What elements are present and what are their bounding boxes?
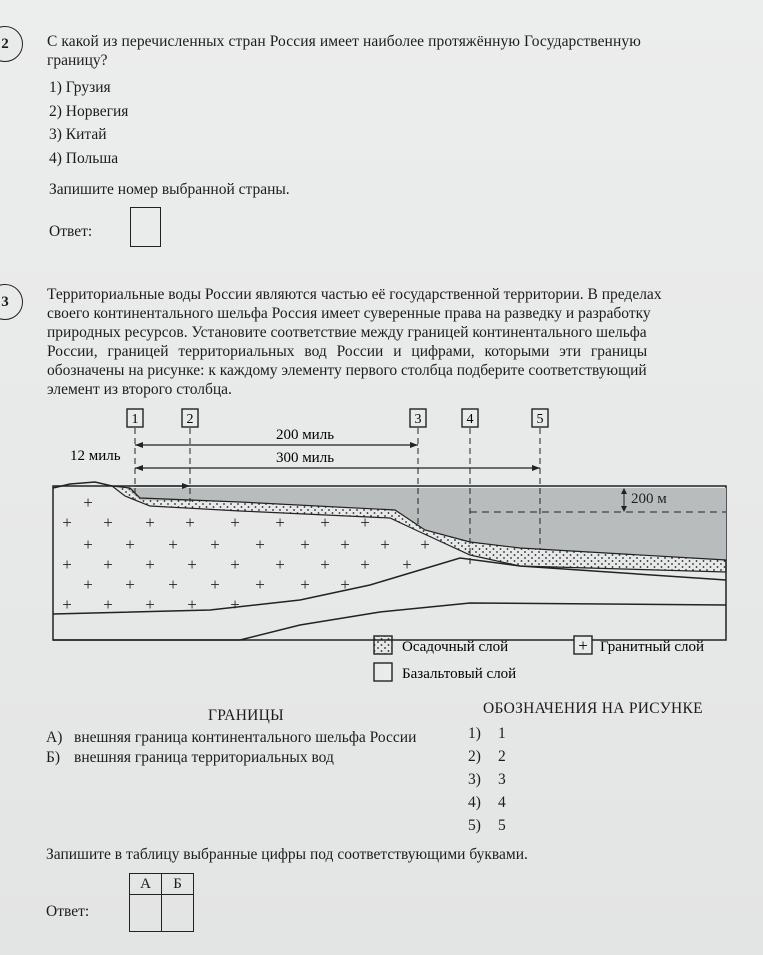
svg-text:+: +	[185, 513, 195, 532]
svg-text:+: +	[125, 535, 135, 554]
q3-instruction: Запишите в таблицу выбранные цифры под соответствующими буквами.	[46, 846, 528, 863]
svg-text:+: +	[62, 555, 72, 574]
shelf-diagram	[40, 400, 740, 685]
answer-cell-a[interactable]	[130, 895, 162, 932]
svg-text:+: +	[420, 535, 430, 554]
right-item-1	[468, 724, 506, 743]
marker-label-1: 1	[131, 412, 139, 427]
svg-text:+: +	[320, 555, 330, 574]
legend-basalt-label: Базальтовый слой	[402, 666, 517, 682]
legend-sediment-label: Осадочный слой	[402, 639, 509, 655]
svg-text:+: +	[210, 575, 220, 594]
q2-option-2: 2) Норвегия	[49, 103, 129, 120]
svg-text:+: +	[83, 575, 93, 594]
q3-line-4: России, границей территориальных вод России и цифрами, которыми эти границы	[47, 343, 648, 360]
q2-option-3: 3) Китай	[49, 126, 107, 143]
q3-line-1: Территориальные воды России являются частью её государственной территории. В пределах	[47, 286, 662, 303]
svg-text:+: +	[578, 636, 588, 655]
right-item-4	[468, 793, 506, 812]
svg-text:+: +	[103, 513, 113, 532]
q3-line-2: своего континентального шельфа Россия имеет суверенные права на разведку и разработку	[47, 305, 651, 322]
q2-question-line2: границу?	[47, 52, 108, 69]
svg-text:+: +	[275, 513, 285, 532]
svg-text:+: +	[168, 535, 178, 554]
svg-text:+: +	[103, 555, 113, 574]
right-item-2-num: 2)	[468, 748, 481, 765]
svg-text:+: +	[83, 493, 93, 512]
left-column-header: ГРАНИЦЫ	[208, 707, 284, 724]
q3-intro-text	[47, 285, 727, 399]
right-item-1-val: 1	[498, 725, 506, 742]
right-item-2-val: 2	[498, 748, 506, 765]
svg-text:+: +	[103, 595, 113, 614]
q2-answer-box[interactable]	[130, 207, 161, 247]
marker-label-2: 2	[186, 412, 194, 427]
q2-question-text	[47, 32, 727, 70]
label-300-miles: 300 миль	[275, 450, 335, 466]
svg-text:+: +	[168, 575, 178, 594]
right-item-3	[468, 770, 506, 789]
answer-header-a: А	[130, 874, 162, 895]
svg-text:+: +	[145, 555, 155, 574]
svg-text:+: +	[340, 575, 350, 594]
svg-text:+: +	[187, 595, 197, 614]
q3-line-3: природных ресурсов. Установите соответствие между границей континентального шельфа	[47, 324, 647, 341]
q3-line-6: элемент из второго столбца.	[47, 381, 232, 398]
svg-text:+: +	[360, 555, 370, 574]
right-item-5-num: 5)	[468, 817, 481, 834]
q2-answer-label: Ответ:	[49, 223, 93, 240]
svg-text:+: +	[402, 555, 412, 574]
svg-text:+: +	[255, 535, 265, 554]
q2-option-4: 4) Польша	[49, 150, 119, 167]
svg-text:+: +	[230, 595, 240, 614]
right-column-header: ОБОЗНАЧЕНИЯ НА РИСУНКЕ	[483, 700, 703, 717]
svg-text:+: +	[320, 513, 330, 532]
svg-text:+: +	[145, 513, 155, 532]
answer-cell-b[interactable]	[162, 895, 194, 932]
q2-question-line1: С какой из перечисленных стран Россия имеет наиболее протяжённую Государственную	[47, 33, 641, 50]
svg-text:+: +	[230, 555, 240, 574]
question-number-2: 2	[0, 26, 23, 62]
svg-text:+: +	[125, 575, 135, 594]
svg-text:+: +	[275, 555, 285, 574]
svg-text:+: +	[255, 575, 265, 594]
svg-text:+: +	[300, 575, 310, 594]
svg-text:+: +	[145, 595, 155, 614]
marker-boxes	[127, 409, 548, 427]
right-item-2	[468, 747, 506, 766]
q3-line-5: обозначены на рисунке: к каждому элементу первого столбца подберите соответствующий	[47, 362, 647, 379]
right-item-5-val: 5	[498, 817, 506, 834]
legend-granite-label: Гранитный слой	[600, 639, 705, 655]
svg-text:+: +	[210, 535, 220, 554]
legend-basalt-swatch	[374, 663, 392, 681]
label-12-miles: 12 миль	[70, 448, 121, 464]
legend	[374, 636, 704, 682]
right-item-4-num: 4)	[468, 794, 481, 811]
q3-answer-label: Ответ:	[46, 903, 90, 920]
label-200-miles: 200 миль	[275, 427, 335, 443]
question-number-3: 3	[0, 284, 23, 320]
depth-label: 200 м	[631, 491, 667, 507]
legend-sediment-swatch	[374, 636, 392, 654]
q3-answer-table	[129, 873, 194, 932]
left-item-a-text: внешняя граница континентального шельфа России	[74, 729, 417, 746]
svg-text:+: +	[62, 595, 72, 614]
right-item-1-num: 1)	[468, 725, 481, 742]
right-item-3-num: 3)	[468, 771, 481, 788]
svg-text:+: +	[62, 513, 72, 532]
left-item-a	[46, 728, 416, 747]
svg-text:+: +	[83, 535, 93, 554]
svg-text:+: +	[187, 555, 197, 574]
right-item-4-val: 4	[498, 794, 506, 811]
left-item-b-text: внешняя граница территориальных вод	[74, 749, 334, 766]
marker-label-5: 5	[536, 412, 544, 427]
marker-label-4: 4	[466, 412, 474, 427]
svg-text:+: +	[300, 535, 310, 554]
land-surface	[53, 482, 112, 488]
svg-text:+: +	[230, 513, 240, 532]
svg-text:+: +	[340, 535, 350, 554]
svg-text:+: +	[360, 513, 370, 532]
marker-label-3: 3	[414, 412, 422, 427]
left-item-b-letter: Б)	[46, 749, 61, 766]
q2-option-1: 1) Грузия	[49, 79, 111, 96]
left-item-a-letter: А)	[46, 729, 63, 746]
q2-instruction: Запишите номер выбранной страны.	[49, 181, 290, 198]
right-item-3-val: 3	[498, 771, 506, 788]
right-item-5	[468, 816, 506, 835]
svg-text:+: +	[380, 535, 390, 554]
left-item-b	[46, 748, 334, 767]
answer-header-b: Б	[162, 874, 194, 895]
